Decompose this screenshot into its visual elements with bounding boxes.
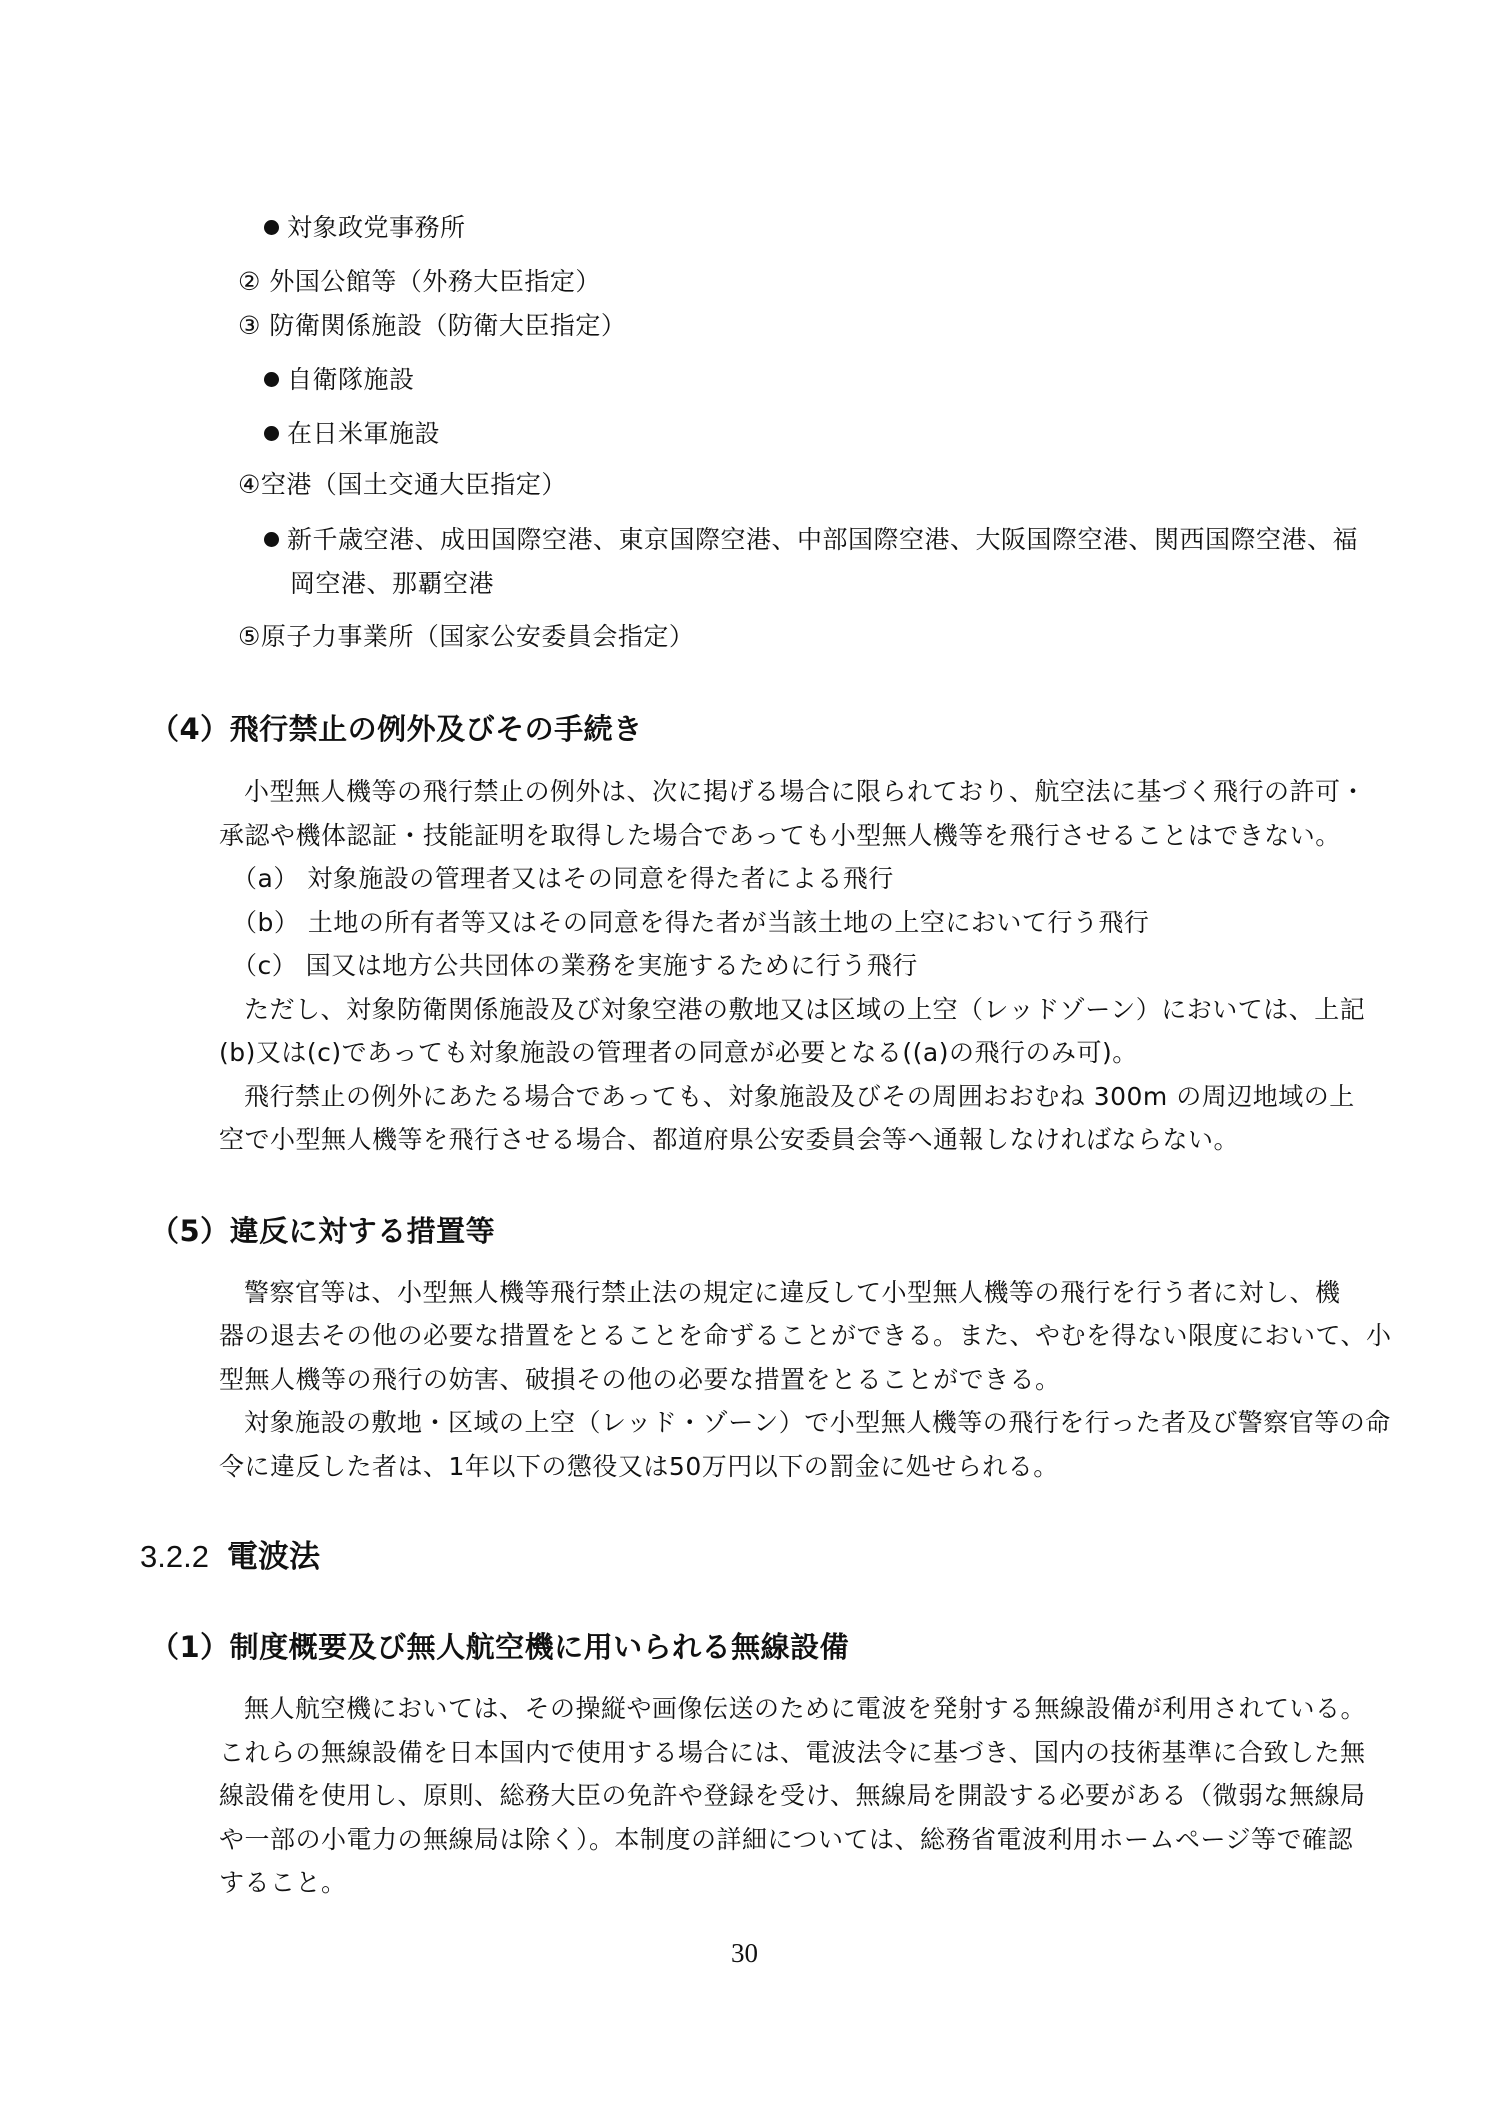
paragraph-line: 令に違反した者は、1年以下の懲役又は50万円以下の罰金に処せられる。 [219, 1452, 1059, 1481]
list-item-a: （a） 対象施設の管理者又はその同意を得た者による飛行 [232, 864, 894, 893]
bullet-dot-icon [264, 372, 279, 387]
bullet-item-sdf [264, 363, 415, 397]
paragraph-line: ただし、対象防衛関係施設及び対象空港の敷地又は区域の上空（レッドゾーン）においては、上記 [244, 995, 1366, 1024]
paragraph-line: 承認や機体認証・技能証明を取得した場合であっても小型無人機等を飛行させることはできない。 [219, 821, 1341, 850]
subsection-heading-3-2-2 [140, 1537, 320, 1577]
bullet-dot-icon [264, 426, 279, 441]
paragraph-line: 無人航空機においては、その操縦や画像伝送のために電波を発射する無線設備が利用されている。 [244, 1694, 1367, 1723]
bullet-dot-icon [264, 532, 279, 547]
paragraph-line: や一部の小電力の無線局は除く）。本制度の詳細については、総務省電波利用ホームページ等で確認 [219, 1825, 1354, 1854]
subsection-title: 電波法 [226, 1539, 320, 1575]
list-item-5: ⑤原子力事業所（国家公安委員会指定） [238, 622, 695, 651]
list-item-2: ② 外国公館等（外務大臣指定） [238, 267, 601, 296]
paragraph-line: 線設備を使用し、原則、総務大臣の免許や登録を受け、無線局を開設する必要がある（微弱な無線局 [219, 1781, 1366, 1810]
bullet-text: 対象政党事務所 [287, 213, 466, 242]
bullet-text: 新千歳空港、成田国際空港、東京国際空港、中部国際空港、大阪国際空港、関西国際空港、福 [287, 525, 1359, 554]
page-number: 30 [731, 1938, 758, 1968]
subsection-number: 3.2.2 [140, 1539, 209, 1574]
paragraph-line: (b)又は(c)であっても対象施設の管理者の同意が必要となる((a)の飛行のみ可)。 [219, 1038, 1138, 1067]
paragraph-line: 器の退去その他の必要な措置をとることを命ずることができる。また、やむを得ない限度において、小 [219, 1321, 1392, 1350]
list-item-b: （b） 土地の所有者等又はその同意を得た者が当該土地の上空において行う飛行 [232, 908, 1150, 937]
bullet-dot-icon [264, 220, 279, 235]
bullet-text: 自衛隊施設 [287, 365, 415, 394]
paragraph-line: 空で小型無人機等を飛行させる場合、都道府県公安委員会等へ通報しなければならない。 [219, 1125, 1240, 1154]
paragraph-line: これらの無線設備を日本国内で使用する場合には、電波法令に基づき、国内の技術基準に合致した無 [219, 1738, 1366, 1767]
bullet-item-airports-cont: 岡空港、那覇空港 [290, 569, 495, 598]
paragraph-line: 対象施設の敷地・区域の上空（レッド・ゾーン）で小型無人機等の飛行を行った者及び警察官等の命 [244, 1408, 1391, 1437]
section-heading-4: （4）飛行禁止の例外及びその手続き [150, 712, 643, 746]
bullet-item-usf [264, 417, 440, 451]
section-heading-5: （5）違反に対する措置等 [150, 1214, 496, 1248]
list-item-4: ④空港（国土交通大臣指定） [238, 470, 567, 499]
bullet-item-party-office [264, 211, 466, 245]
paragraph-line: 小型無人機等の飛行禁止の例外は、次に掲げる場合に限られており、航空法に基づく飛行の許可・ [244, 777, 1367, 806]
bullet-item-airports [264, 523, 1358, 557]
bullet-text: 在日米軍施設 [287, 419, 441, 448]
paragraph-line: 型無人機等の飛行の妨害、破損その他の必要な措置をとることができる。 [219, 1365, 1061, 1394]
section-heading-1: （1）制度概要及び無人航空機に用いられる無線設備 [150, 1630, 850, 1664]
paragraph-line: すること。 [219, 1868, 347, 1897]
paragraph-line: 警察官等は、小型無人機等飛行禁止法の規定に違反して小型無人機等の飛行を行う者に対し、機 [244, 1278, 1341, 1307]
paragraph-line: 飛行禁止の例外にあたる場合であっても、対象施設及びその周囲おおむね 300m の周辺地域の上 [244, 1082, 1355, 1111]
list-item-c: （c） 国又は地方公共団体の業務を実施するために行う飛行 [232, 951, 918, 980]
list-item-3: ③ 防衛関係施設（防衛大臣指定） [238, 311, 627, 340]
